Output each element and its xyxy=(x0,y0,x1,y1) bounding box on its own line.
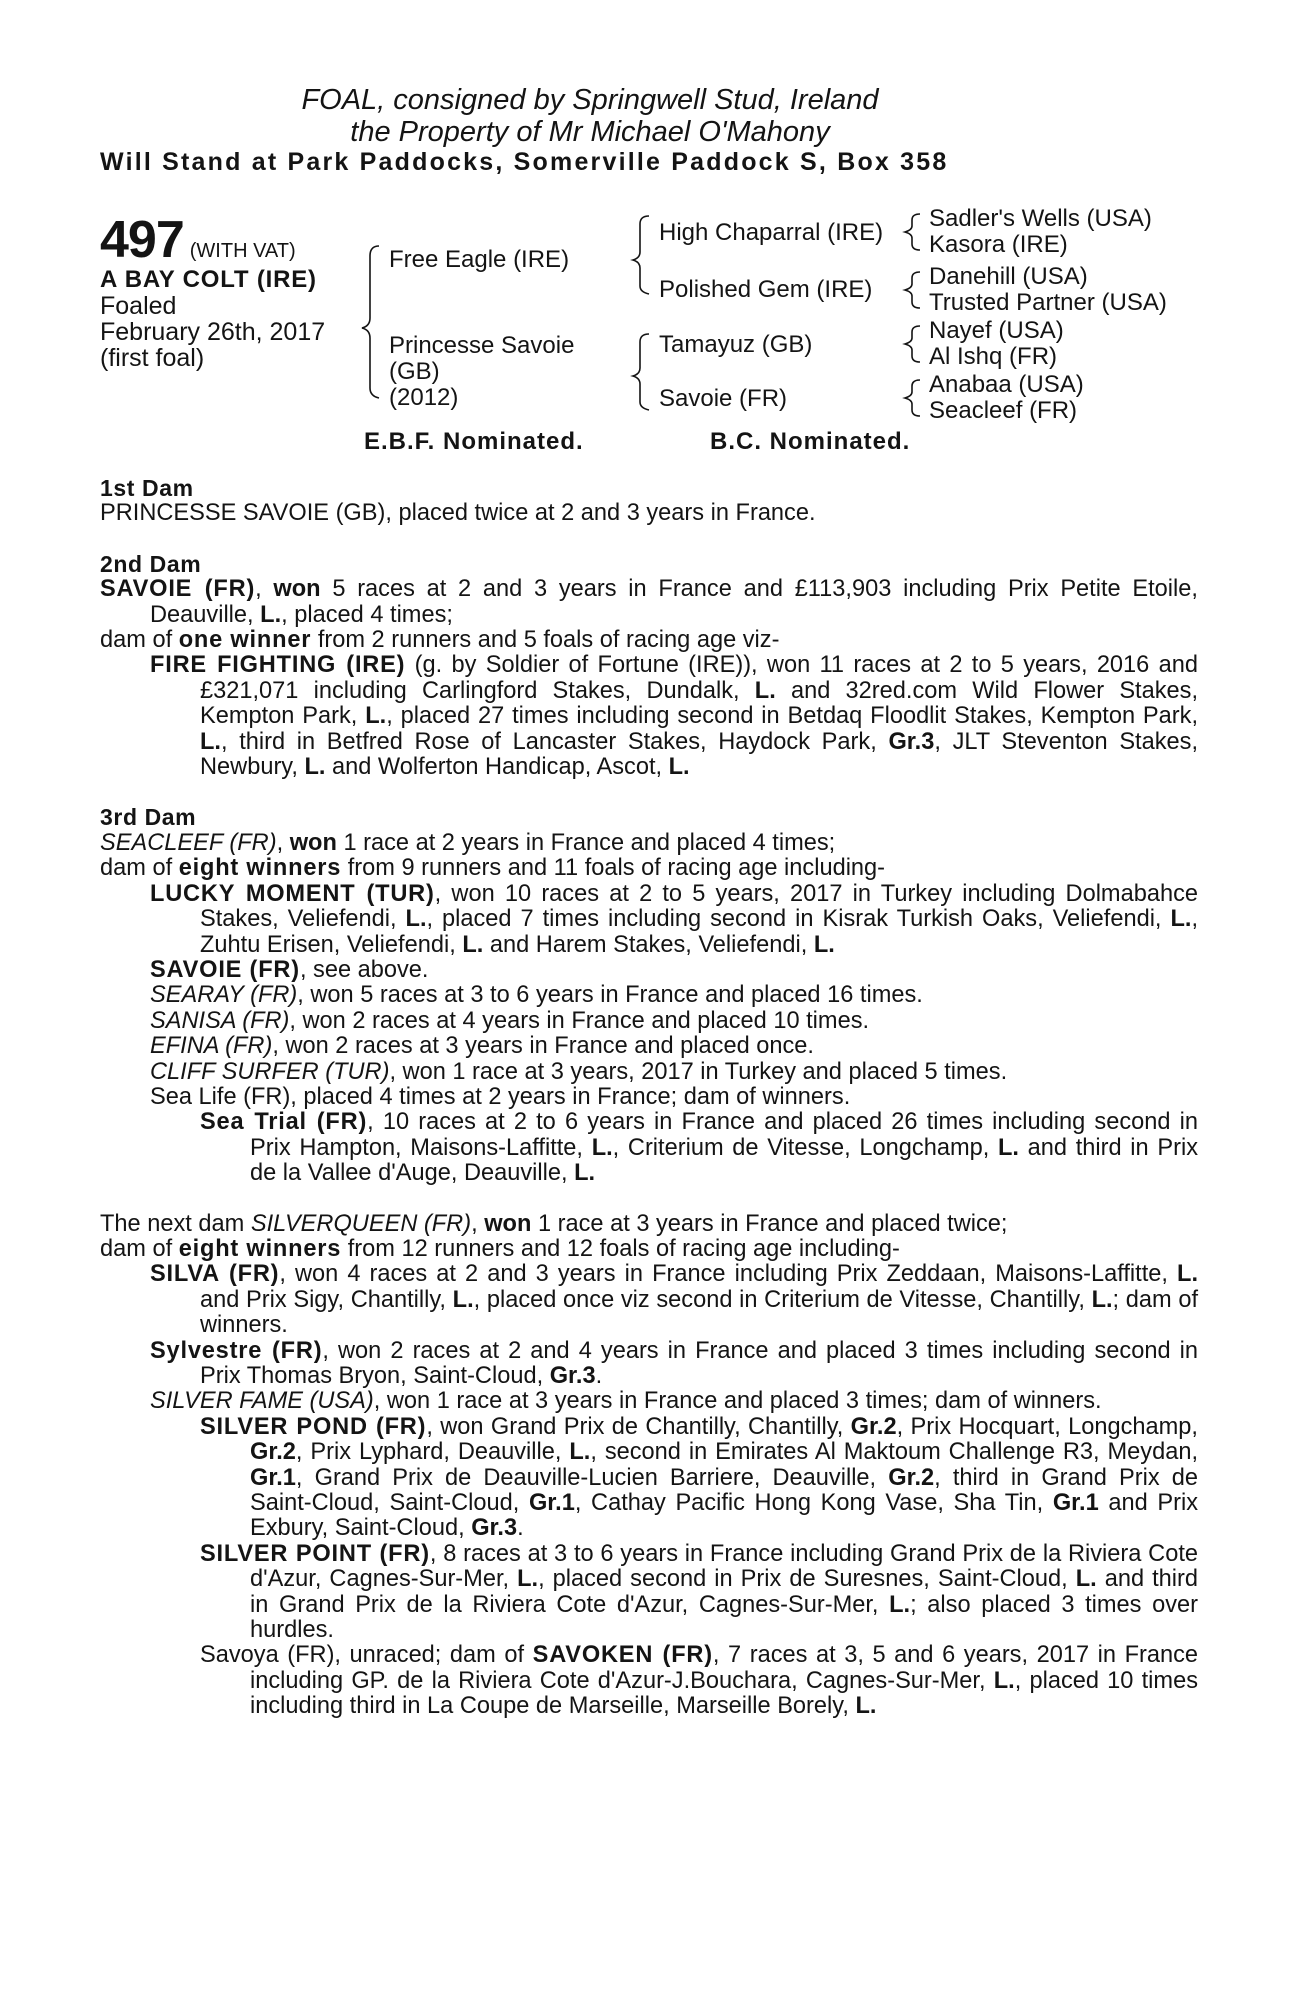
efina-record: EFINA (FR), won 2 races at 3 years in France and placed once. xyxy=(150,1033,814,1060)
lot-number: 497 xyxy=(100,211,184,269)
lot-note: (first foal) xyxy=(100,344,205,372)
third-dam-produce: dam of eight winners from 9 runners and 11 foals of racing age including- xyxy=(100,855,886,882)
lot-date: February 26th, 2017 xyxy=(100,318,326,346)
brace-colt xyxy=(362,246,379,398)
ebf-nominated: E.B.F. Nominated. xyxy=(364,428,584,455)
third-dam-title: 3rd Dam xyxy=(100,804,197,831)
ped-ssd: Kasora (IRE) xyxy=(929,231,1068,258)
brace-ds xyxy=(905,326,920,362)
ped-dam-sire: Tamayuz (GB) xyxy=(659,331,813,358)
header-stand-location: Will Stand at Park Paddocks, Somerville Paddock S, Box 358 xyxy=(100,148,949,176)
first-dam-section xyxy=(100,476,1198,527)
ped-sire: Free Eagle (IRE) xyxy=(389,246,570,273)
ped-dam-dam: Savoie (FR) xyxy=(659,385,788,412)
ped-sdd: Trusted Partner (USA) xyxy=(929,289,1167,316)
brace-sire xyxy=(633,216,649,294)
ped-dds: Anabaa (USA) xyxy=(929,371,1084,398)
silver-pond-record: SILVER POND (FR), won Grand Prix de Chantilly, Chantilly, Gr.2, Prix Hocquart, Longchamp, Gr.2, Prix Lyphard, Deauville, L., second in Emirates Al Maktoum Challenge R3, Meydan, Gr.1, Grand Prix de Deauville-Lucien Barriere, Deauville, Gr.2, third in Grand Prix de Saint-Cloud, Saint-Cloud, Gr.1, Cathay Pacific Hong Kong Vase, Sha Tin, Gr.1 and Prix Exbury, Saint-Cloud, Gr.3. xyxy=(200,1413,1199,1542)
lucky-moment-record: LUCKY MOMENT (TUR), won 10 races at 2 to 5 years, 2017 in Turkey including Dolmabahce Stakes, Veliefendi, L., placed 7 times including second in Kisrak Turkish Oaks, Veliefendi, L., Zuhtu Erisen, Veliefendi, L. and Harem Stakes, Veliefendi, L. xyxy=(150,880,1199,958)
brace-dd xyxy=(905,380,920,416)
brace-dam xyxy=(633,334,649,410)
ped-dam-line3: (2012) xyxy=(389,384,459,411)
first-dam-text: PRINCESSE SAVOIE (GB), placed twice at 2 and 3 years in France. xyxy=(100,500,816,527)
second-dam-section xyxy=(100,552,1198,781)
sea-trial-record: Sea Trial (FR), 10 races at 2 to 6 years in France and placed 26 times including second in Prix Hampton, Maisons-Laffitte, L., Criterium de Vitesse, Longchamp, L. and third in Prix de la Vallee d'Auge, Deauville, L. xyxy=(200,1109,1198,1187)
searay-record: SEARAY (FR), won 5 races at 3 to 6 years in France and placed 16 times. xyxy=(150,982,923,1009)
sea-life-record: Sea Life (FR), placed 4 times at 2 years in France; dam of winners. xyxy=(150,1083,851,1110)
next-dam-record: The next dam SILVERQUEEN (FR), won 1 race at 3 years in France and placed twice; xyxy=(100,1210,1008,1237)
silver-point-record: SILVER POINT (FR), 8 races at 3 to 6 years in France including Grand Prix de la Riviera Cote d'Azur, Cagnes-Sur-Mer, L., placed second in Prix de Suresnes, Saint-Cloud, L. and third in Grand Prix de la Riviera Cote d'Azur, Cagnes-Sur-Mer, L.; also placed 3 times over hurdles. xyxy=(200,1540,1199,1644)
lot-name: A BAY COLT (IRE) xyxy=(100,266,317,293)
sanisa-record: SANISA (FR), won 2 races at 4 years in France and placed 10 times. xyxy=(150,1007,870,1034)
ped-sds: Danehill (USA) xyxy=(929,263,1088,290)
brace-ss xyxy=(905,214,920,250)
silva-record: SILVA (FR), won 4 races at 2 and 3 years in France including Prix Zeddaan, Maisons-Laffitte, L. and Prix Sigy, Chantilly, L., placed once viz second in Criterium de Vitesse, Chantilly, L.; dam of winners. xyxy=(150,1261,1198,1339)
ped-dam-line1: Princesse Savoie xyxy=(389,332,575,359)
third-dam-section xyxy=(100,805,1198,1186)
cliff-surfer-record: CLIFF SURFER (TUR), won 1 race at 3 years, 2017 in Turkey and placed 5 times. xyxy=(150,1058,1008,1085)
ped-dss: Nayef (USA) xyxy=(929,317,1064,344)
ped-ddd: Seacleef (FR) xyxy=(929,397,1078,424)
second-dam-produce: dam of one winner from 2 runners and 5 foals of racing age viz- xyxy=(100,627,780,654)
first-dam-title: 1st Dam xyxy=(100,475,194,501)
lot-foaled: Foaled xyxy=(100,292,177,320)
header-property: the Property of Mr Michael O'Mahony xyxy=(350,116,830,148)
ped-dsd: Al Ishq (FR) xyxy=(929,343,1058,370)
second-dam-record: SAVOIE (FR), won 5 races at 2 and 3 years in France and £113,903 including Prix Petite Etoile, Deauville, L., placed 4 times; xyxy=(100,576,1198,628)
catalogue-body xyxy=(100,476,1198,1720)
third-dam-record: SEACLEEF (FR), won 1 race at 2 years in France and placed 4 times; xyxy=(100,829,836,856)
header-consignor: FOAL, consigned by Springwell Stud, Ireland xyxy=(301,84,879,116)
ped-sss: Sadler's Wells (USA) xyxy=(929,205,1152,232)
savoie-record: SAVOIE (FR), see above. xyxy=(150,956,429,983)
next-dam-section xyxy=(100,1212,1198,1720)
lot-vat: (WITH VAT) xyxy=(189,240,296,262)
ped-dam-line2: (GB) xyxy=(389,358,440,385)
sylvestre-record: Sylvestre (FR), won 2 races at 2 and 4 years in France and placed 3 times including second in Prix Thomas Bryon, Saint-Cloud, Gr.3. xyxy=(150,1337,1199,1389)
fire-fighting-record: FIRE FIGHTING (IRE) (g. by Soldier of Fortune (IRE)), won 11 races at 2 to 5 years, 2016 and £321,071 including Carlingford Stakes, Dundalk, L. and 32red.com Wild Flower Stakes, Kempton Park, L., placed 27 times including second in Betdaq Floodlit Stakes, Kempton Park, L., third in Betfred Rose of Lancaster Stakes, Haydock Park, Gr.3, JLT Steventon Stakes, Newbury, L. and Wolferton Handicap, Ascot, L. xyxy=(150,652,1198,781)
savoya-record: Savoya (FR), unraced; dam of SAVOKEN (FR), 7 races at 3, 5 and 6 years, 2017 in France including GP. de la Riviera Cote d'Azur-J.Bouchara, Cagnes-Sur-Mer, L., placed 10 times including third in La Coupe de Marseille, Marseille Borely, L. xyxy=(200,1642,1199,1720)
second-dam-title: 2nd Dam xyxy=(100,550,202,577)
ped-sire-sire: High Chaparral (IRE) xyxy=(659,219,884,246)
bc-nominated: B.C. Nominated. xyxy=(710,428,911,455)
ped-sire-dam: Polished Gem (IRE) xyxy=(659,276,873,303)
silver-fame-record: SILVER FAME (USA), won 1 race at 3 years in France and placed 3 times; dam of winners. xyxy=(150,1388,1102,1415)
next-dam-produce: dam of eight winners from 12 runners and 12 foals of racing age including- xyxy=(100,1235,900,1262)
brace-sd xyxy=(905,272,920,308)
